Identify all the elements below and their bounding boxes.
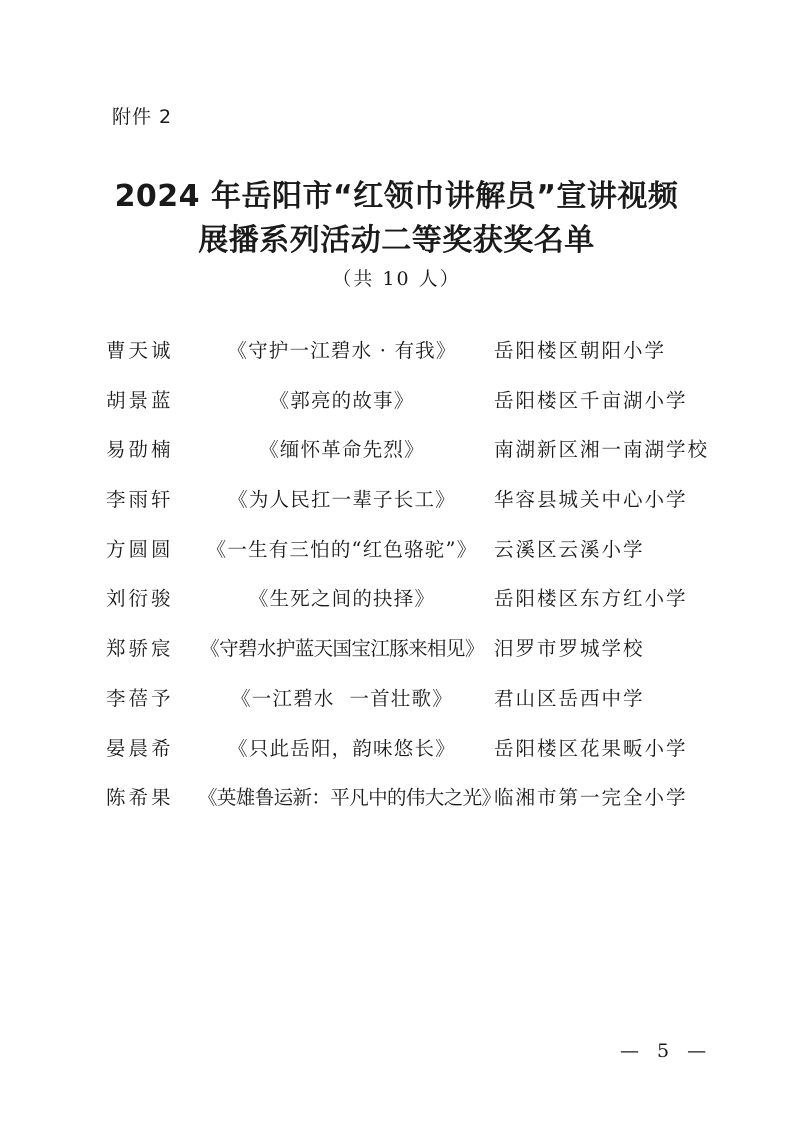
page-number: — 5 — bbox=[620, 1040, 713, 1062]
winner-name: 方圆圆 bbox=[106, 537, 174, 561]
winner-name: 易劭楠 bbox=[106, 438, 174, 462]
list-item bbox=[0, 634, 793, 684]
work-title: 《一生有三怕的“红色骆驼”》 bbox=[206, 537, 478, 561]
list-item bbox=[0, 535, 793, 585]
work-title: 《只此岳阳，韵味悠长》 bbox=[228, 736, 456, 760]
winner-name: 李蓓予 bbox=[106, 686, 174, 710]
school-name: 岳阳楼区花果畈小学 bbox=[494, 736, 688, 760]
school-name: 临湘市第一完全小学 bbox=[494, 786, 688, 810]
list-item bbox=[0, 485, 793, 535]
winner-name: 晏晨希 bbox=[106, 736, 174, 760]
winner-count: （共 10 人） bbox=[332, 268, 461, 290]
school-name: 岳阳楼区东方红小学 bbox=[494, 587, 688, 611]
list-item bbox=[0, 386, 793, 436]
document-title-line-2: 展播系列活动二等奖获奖名单 bbox=[198, 223, 595, 258]
winner-name: 刘衍骏 bbox=[106, 587, 174, 611]
list-item bbox=[0, 336, 793, 386]
winner-name: 郑骄宸 bbox=[106, 637, 174, 661]
work-title: 《生死之间的抉择》 bbox=[248, 587, 436, 611]
school-name: 云溪区云溪小学 bbox=[494, 537, 645, 561]
work-title: 《守护一江碧水 · 有我》 bbox=[227, 339, 457, 362]
work-title: 《郭亮的故事》 bbox=[269, 388, 415, 412]
school-name: 岳阳楼区朝阳小学 bbox=[494, 339, 667, 362]
winner-name: 曹天诚 bbox=[106, 339, 174, 362]
work-title: 《英雄鲁运新：平凡中的伟大之光》 bbox=[198, 786, 501, 810]
school-name: 君山区岳西中学 bbox=[494, 686, 645, 710]
winner-name: 陈希果 bbox=[106, 786, 174, 810]
list-item bbox=[0, 684, 793, 734]
document-title-line-1: 2024 年岳阳市“红领巾讲解员”宣讲视频 bbox=[114, 179, 679, 214]
attachment-label: 附件 2 bbox=[112, 106, 173, 128]
winners-list bbox=[0, 336, 793, 833]
school-name: 华容县城关中心小学 bbox=[494, 488, 688, 512]
list-item bbox=[0, 734, 793, 784]
work-title: 《缅怀革命先烈》 bbox=[259, 438, 425, 462]
work-title: 《守碧水护蓝天国宝江豚来相见》 bbox=[200, 637, 484, 661]
list-item bbox=[0, 435, 793, 485]
school-name: 汨罗市罗城学校 bbox=[494, 637, 645, 661]
work-title: 《一江碧水 一首壮歌》 bbox=[231, 686, 453, 710]
list-item bbox=[0, 584, 793, 634]
work-title: 《为人民扛一辈子长工》 bbox=[228, 488, 456, 512]
winner-name: 李雨轩 bbox=[106, 488, 174, 512]
school-name: 南湖新区湘一南湖学校 bbox=[494, 438, 710, 462]
winner-name: 胡景蓝 bbox=[106, 388, 174, 412]
list-item bbox=[0, 783, 793, 833]
school-name: 岳阳楼区千亩湖小学 bbox=[494, 388, 688, 412]
